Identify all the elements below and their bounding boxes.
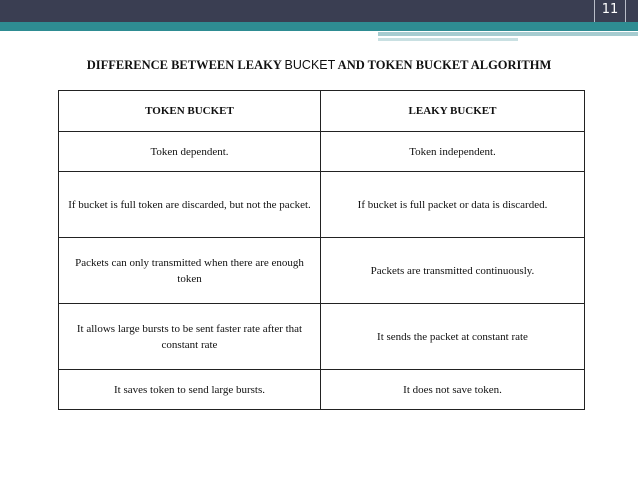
slide-title bbox=[0, 58, 638, 73]
header-accent-stripe bbox=[378, 32, 638, 36]
table-row bbox=[59, 132, 585, 172]
table-cell: Token dependent. bbox=[59, 132, 321, 172]
header-accent-bar bbox=[0, 22, 638, 31]
table-header-row bbox=[59, 91, 585, 132]
table-cell: It sends the packet at constant rate bbox=[321, 304, 585, 370]
table-row bbox=[59, 172, 585, 238]
table-cell: It does not save token. bbox=[321, 370, 585, 410]
header-bar bbox=[0, 0, 638, 22]
table-cell: Token independent. bbox=[321, 132, 585, 172]
header-token-bucket: TOKEN BUCKET bbox=[59, 91, 321, 132]
table-cell: Packets can only transmitted when there are enough token bbox=[59, 238, 321, 304]
table-cell: If bucket is full token are discarded, but not the packet. bbox=[59, 172, 321, 238]
slide-title-part-2: BUCKET bbox=[284, 58, 336, 72]
header-accent-stripe-secondary bbox=[378, 38, 518, 41]
table-cell: It allows large bursts to be sent faster rate after that constant rate bbox=[59, 304, 321, 370]
table-cell: It saves token to send large bursts. bbox=[59, 370, 321, 410]
table-row bbox=[59, 370, 585, 410]
slide-number: 11 bbox=[601, 2, 619, 17]
comparison-table bbox=[58, 90, 585, 410]
table-row bbox=[59, 238, 585, 304]
header-leaky-bucket: LEAKY BUCKET bbox=[321, 91, 585, 132]
slide-title-part-3: AND TOKEN BUCKET ALGORITHM bbox=[335, 58, 552, 72]
table-cell: If bucket is full packet or data is discarded. bbox=[321, 172, 585, 238]
slide-number-box bbox=[594, 0, 626, 22]
table-row bbox=[59, 304, 585, 370]
slide-title-part-1: DIFFERENCE BETWEEN LEAKY bbox=[86, 58, 285, 72]
table-cell: Packets are transmitted continuously. bbox=[321, 238, 585, 304]
